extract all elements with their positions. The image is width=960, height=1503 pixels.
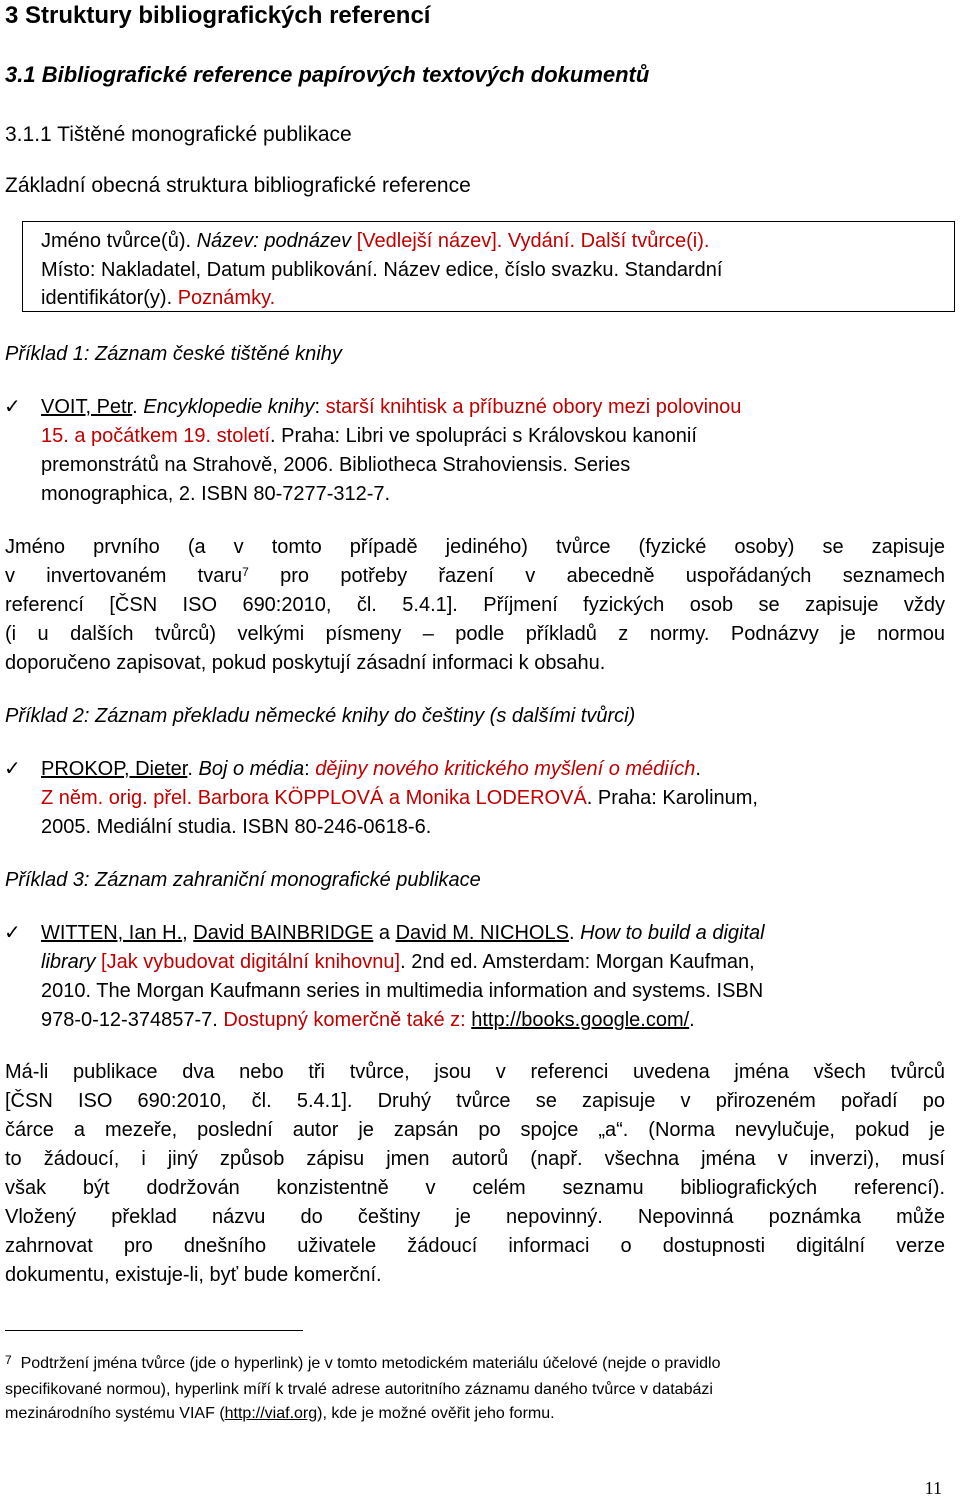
author-link[interactable]: WITTEN, Ian H. (41, 922, 183, 944)
url-link[interactable]: http://books.google.com/ (471, 1009, 690, 1031)
paragraph-line: [ČSN ISO 690:2010, čl. 5.4.1]. Druhý tvůrce se zapisuje v přirozeném pořadí po (5, 1090, 945, 1112)
text: . (187, 758, 199, 780)
check-icon: ✓ (4, 922, 21, 944)
text: , (182, 922, 194, 944)
footnote-line (5, 1402, 555, 1426)
structure-part: Další tvůrce(i). (580, 230, 710, 252)
subtitle: starší knihtisk a příbuzné obory mezi polovinou (325, 396, 742, 418)
reference-line (41, 948, 755, 977)
text: . (695, 758, 701, 780)
text: : (304, 758, 316, 780)
text: mezinárodního systému VIAF ( (5, 1405, 225, 1422)
paragraph-line: Má-li publikace dva nebo tři tvůrce, jsou v referenci uvedena jména všech tvůrců (5, 1061, 945, 1083)
structure-line (41, 256, 722, 285)
structure-part: Jméno tvůrce(ů). (41, 230, 197, 252)
reference-line (41, 784, 758, 813)
paragraph-line: Vložený překlad názvu do češtiny je nepovinný. Nepovinná poznámka může (5, 1206, 945, 1228)
text: ), kde je možné ověřit jeho formu. (317, 1405, 555, 1422)
footnote-number: 7 (5, 1353, 12, 1367)
reference-line (41, 919, 765, 948)
reference-line (41, 755, 701, 784)
structure-part: Poznámky. (177, 287, 276, 309)
text: Praha: Libri ve spolupráci s Královskou kanonií (281, 425, 697, 447)
paragraph-line (5, 562, 945, 591)
reference-line: premonstrátů na Strahově, 2006. Bibliotheca Strahoviensis. Series (41, 454, 631, 476)
availability-note: Dostupný komerčně také z: (223, 1009, 472, 1031)
structure-part: Nakladatel, (101, 259, 207, 281)
paragraph-line: zahrnovat pro dnešního uživatele žádoucí informaci o dostupnosti digitální verze (5, 1235, 945, 1257)
heading-subsection: 3.1.1 Tištěné monografické publikace (5, 123, 352, 146)
structure-part: podnázev (264, 230, 357, 252)
check-icon: ✓ (4, 758, 21, 780)
reference-line: 2010. The Morgan Kaufmann series in multimedia information and systems. ISBN (41, 980, 764, 1002)
structure-part: [Vedlejší název]. (356, 230, 508, 252)
paragraph (5, 1058, 945, 1290)
subtitle: dějiny nového kritického myšlení o médiích (315, 758, 696, 780)
reference-line (41, 1006, 695, 1035)
author-link[interactable]: David M. NICHOLS (395, 922, 569, 944)
reference-line: monographica, 2. ISBN 80-7277-312-7. (41, 483, 391, 505)
paragraph-line: však být dodržován konzistentně v celém seznamu bibliografických referencí). (5, 1177, 945, 1199)
text: . (132, 396, 144, 418)
text: . 2nd ed. Amsterdam: Morgan Kaufman, (400, 951, 755, 973)
example-title: Příklad 2: Záznam překladu německé knihy do češtiny (s dalšími tvůrci) (5, 705, 636, 727)
check-icon: ✓ (4, 396, 21, 418)
reference-line: 2005. Mediální studia. ISBN 80-246-0618-6. (41, 816, 432, 838)
paragraph-line: dokumentu, existuje-li, byť bude komerční. (5, 1264, 382, 1286)
book-title: How to build a digital (580, 922, 765, 944)
text: . (689, 1009, 695, 1031)
book-title: Boj o média (198, 758, 305, 780)
text: . (270, 425, 282, 447)
translator-name: Monika LODEROVÁ (405, 787, 587, 809)
book-title: library (41, 951, 96, 973)
translation-note: Z něm. orig. přel. (41, 787, 198, 809)
text: a (383, 787, 406, 809)
text: . Praha: Karolinum, (586, 787, 758, 809)
book-title: Encyklopedie knihy (143, 396, 315, 418)
footnote-ref[interactable]: 7 (242, 565, 249, 579)
paragraph-line: doporučeno zapisovat, pokud poskytují zásadní informaci k obsahu. (5, 652, 606, 674)
author-link[interactable]: David BAINBRIDGE (193, 922, 374, 944)
heading-structure: Základní obecná struktura bibliografické reference (5, 174, 471, 197)
structure-part: Místo: (41, 259, 102, 281)
structure-part: identifikátor(y). (41, 287, 178, 309)
text: : (314, 396, 326, 418)
paragraph-line: čárce a mezeře, poslední autor je zapsán po spojce „a“. (Norma nevylučuje, pokud je (5, 1119, 945, 1141)
text: Podtržení jména tvůrce (jde o hyperlink) je v tomto metodickém materiálu účelové (nejde o pravidlo (20, 1355, 721, 1372)
structure-part: Název: (196, 230, 265, 252)
page-number: 11 (924, 1478, 942, 1498)
reference-line (41, 393, 741, 422)
viaf-link[interactable]: http://viaf.org (224, 1405, 318, 1422)
text: v invertovaném tvaru (5, 565, 243, 587)
example-title: Příklad 3: Záznam zahraniční monografické publikace (5, 869, 481, 891)
reference-line (41, 422, 697, 451)
subtitle: 15. a počátkem 19. století (41, 425, 271, 447)
heading-section: 3.1 Bibliografické reference papírových textových dokumentů (5, 62, 650, 87)
text: 978-0-12-374857-7. (41, 1009, 224, 1031)
text: . (568, 922, 581, 944)
author-link[interactable]: PROKOP, Dieter (41, 758, 188, 780)
parallel-title: [Jak vybudovat digitální knihovnu] (101, 951, 401, 973)
footnote-divider (5, 1330, 303, 1331)
paragraph (5, 533, 945, 678)
text: pro potřeby řazení v abecedně uspořádaných seznamech (248, 565, 945, 587)
structure-part: Datum publikování. (206, 259, 384, 281)
structure-line (41, 227, 709, 256)
footnote-line (5, 1352, 720, 1376)
structure-part: Vydání. (507, 230, 581, 252)
structure-box (22, 221, 955, 312)
translator-name: Barbora KÖPPLOVÁ (197, 787, 384, 809)
paragraph-line: Jméno prvního (a v tomto případě jediného) tvůrce (fyzické osoby) se zapisuje (5, 536, 945, 558)
author-link[interactable]: VOIT, Petr (41, 396, 133, 418)
paragraph-line: (i u dalších tvůrců) velkými písmeny – podle příkladů z normy. Podnázvy je normou (5, 623, 945, 645)
structure-line (41, 284, 275, 313)
structure-part: Název edice, číslo svazku. (383, 259, 625, 281)
text: a (373, 922, 396, 944)
example-title: Příklad 1: Záznam české tištěné knihy (5, 343, 342, 365)
footnote-line: specifikované normou), hyperlink míří k trvalé adrese autoritního záznamu daného tvůrce v databázi (5, 1381, 713, 1398)
paragraph-line: to žádoucí, i jiný způsob zápisu jmen autorů (např. všechna jména v inverzi), musí (5, 1148, 945, 1170)
paragraph-line: referencí [ČSN ISO 690:2010, čl. 5.4.1]. Příjmení fyzických osob se zapisuje vždy (5, 594, 945, 616)
heading-chapter: 3 Struktury bibliografických referencí (5, 2, 431, 29)
structure-part: Standardní (624, 259, 723, 281)
